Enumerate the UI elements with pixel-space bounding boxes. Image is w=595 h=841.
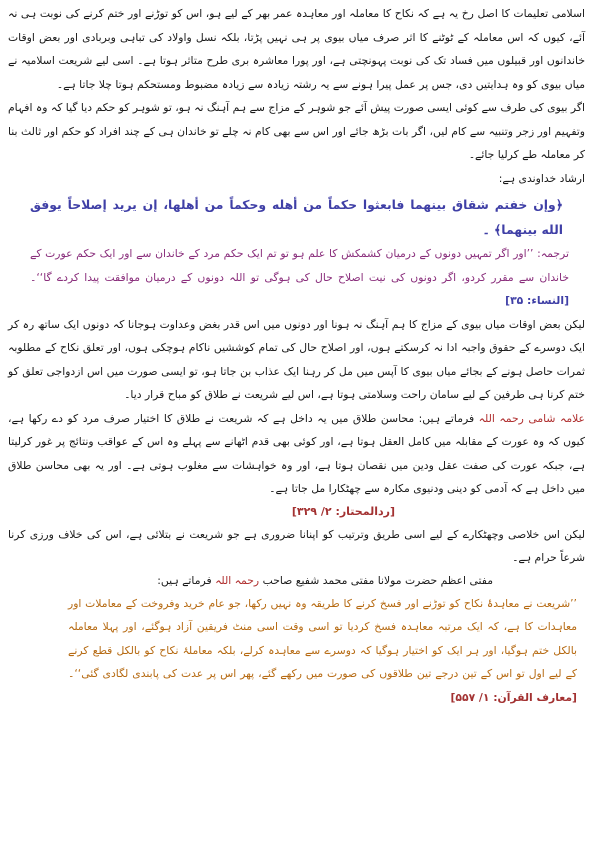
- paragraph-arbitration: اگر بیوی کی طرف سے کوئی ایسی صورت پیش آئے جو شوہر کے مزاج سے ہم آہنگ نہ ہو، تو شوہر کو حکم دیا گیا کہ وہ افہام وتفہیم اور زجر وتنبیہ سے کام لیں، اگر بات بڑھ جائے اور اس سے بھی کام نہ چلے تو خاندان ہی کے چند افراد کو حکم اور ثالث بنا کر معاملہ طے کرلیا جائے۔: [8, 101, 585, 161]
- citation-maarif-ul-quran: [معارف القرآن: ۱/ ۵۵۷]: [450, 690, 577, 704]
- quran-verse: ﴿وإن خفتم شقاق بينهما فابعثوا حكماً من أهله وحكماً من أهلها، إن يريد إصلاحاً يوفق الله بينهما﴾ ۔: [30, 197, 563, 237]
- paragraph-divorce-permissible: لیکن بعض اوقات میاں بیوی کے مزاج کا ہم آہنگ نہ ہونا اور دونوں میں اس قدر بغض وعداوت ہوجانا کہ دونوں ایک ساتھ رہ کر ایک دوسرے کے حقوق واجبہ ادا نہ کرسکتے ہوں، اور اصلاح حال کی تمام کوششیں ناکام ہوچکی ہوں، اور تعلق نکاح کے مطلوبہ ثمرات حاصل ہونے کے بجائے میاں بیوی کا آپس میں مل کر رہنا ایک عذاب بن جاتا ہو، تو ایسی صورت میں اس ازدواجی تعلق کو ختم کرنا ہی طرفین کے لیے سامان راحت وسلامتی ہوتا ہے، اس لیے شریعت نے طلاق کو مباح قرار دیا۔: [8, 317, 585, 401]
- scholar-name-shami: علامہ شامی رحمہ اللہ: [478, 411, 585, 425]
- citation-surah-nisa: [النساء: ۳۵]: [505, 294, 569, 307]
- citation-radd-al-muhtar-line: [8, 501, 585, 523]
- verse-translation: [30, 242, 569, 313]
- paragraph-divine-saying: ارشاد خداوندی ہے:: [498, 171, 585, 185]
- translation-text: ترجمہ: ’’اور اگر تمہیں دونوں کے درمیان کشمکش کا علم ہو تو تم ایک حکم مرد کے خاندان سے اور ایک حکم عورت کے خاندان سے مقرر کردو، اگر دونوں کی نیت اصلاح حال کی ہوگی تو اللہ دونوں کے درمیان موافقت پیدا کردے گا‘‘۔: [30, 247, 569, 284]
- mufti-says: فرماتے ہیں:: [157, 573, 212, 587]
- mufti-honorific: رحمہ اللہ: [215, 573, 260, 587]
- mufti-quote: [68, 592, 577, 710]
- mufti-shafi-heading: [8, 570, 585, 592]
- citation-radd-al-muhtar: [ردالمحتار: ۲/ ۳۲۹]: [291, 504, 395, 518]
- quote-text: ’’شریعت نے معاہدۂ نکاح کو توڑنے اور فسخ کرنے کا طریقہ وہ نہیں رکھا، جو عام خرید وفروخت کے معاملات اور معاہدات کا ہے، کہ ایک مرتبہ معاہدہ فسخ کردیا تو اسی وقت اسی منٹ فریقین آزاد ہوگئے، اور پہلا معاملہ بالکل ختم ہوگیا، اور ہر ایک کو اختیار ہوگیا کہ دوسرے سے معاہدہ کرلے، بلکہ معاملۂ نکاح کو بالکل قطع کرنے کے لیے اول تو اس کے تین درجے تین طلاقوں کی صورت میں رکھے گئے، پھر اس پر عدت کی پابندی لگادی گئی‘‘۔: [68, 596, 577, 680]
- shami-text: فرماتے ہیں: محاسن طلاق میں یہ داخل ہے کہ شریعت نے طلاق کا اختیار صرف مرد کو دے رکھا ہے، کیوں کہ وہ عورت کے مقابلہ میں کامل العقل ہوتا ہے، اور کوئی بھی قدم اٹھانے سے پہلے وہ اس کے عواقب ونتائج پر غور کرلیتا ہے، جبکہ عورت کی صفت عقل ودین میں نقصان ہوتا ہے، اور وہ خواہشات سے مغلوب ہوتی ہے۔ اور یہ بھی محاسن طلاق میں داخل ہے کہ آدمی کو دینی ودنیوی مکارہ سے چھٹکارا مل جاتا ہے۔: [8, 411, 585, 495]
- paragraph-intro: اسلامی تعلیمات کا اصل رخ یہ ہے کہ نکاح کا معاملہ اور معاہدہ عمر بھر کے لیے ہو، اس کو توڑنے اور ختم کرنے کی نوبت ہی نہ آئے، کیوں کہ اس معاملہ کے ٹوٹنے کا اثر صرف میاں بیوی پر ہی نہیں پڑتا، بلکہ نسل واولاد کی تباہی وبربادی اور بعض اوقات خاندانوں اور قبیلوں میں فساد تک کی نوبت پہونچتی ہے، اور پورا معاشرہ بری طرح متاثر ہوتا ہے۔ اسی لیے شریعت اسلامیہ نے میاں بیوی کو وہ ہدایتیں دی، جس پر عمل پیرا ہونے سے یہ رشتہ زیادہ سے زیادہ مضبوط ومستحکم ہوتا چلا جاتا ہے۔: [8, 7, 585, 91]
- mufti-title: مفتی اعظم حضرت مولانا مفتی محمد شفیع صاحب: [262, 573, 493, 587]
- paragraph-allama-shami: [8, 407, 585, 501]
- paragraph-method-required: لیکن اس خلاصی وچھٹکارے کے لیے اسی طریق وترتیب کو اپنانا ضروری ہے جو شریعت نے بتلائی ہے، اس کی خلاف ورزی کرنا شرعاً حرام ہے۔: [8, 527, 585, 564]
